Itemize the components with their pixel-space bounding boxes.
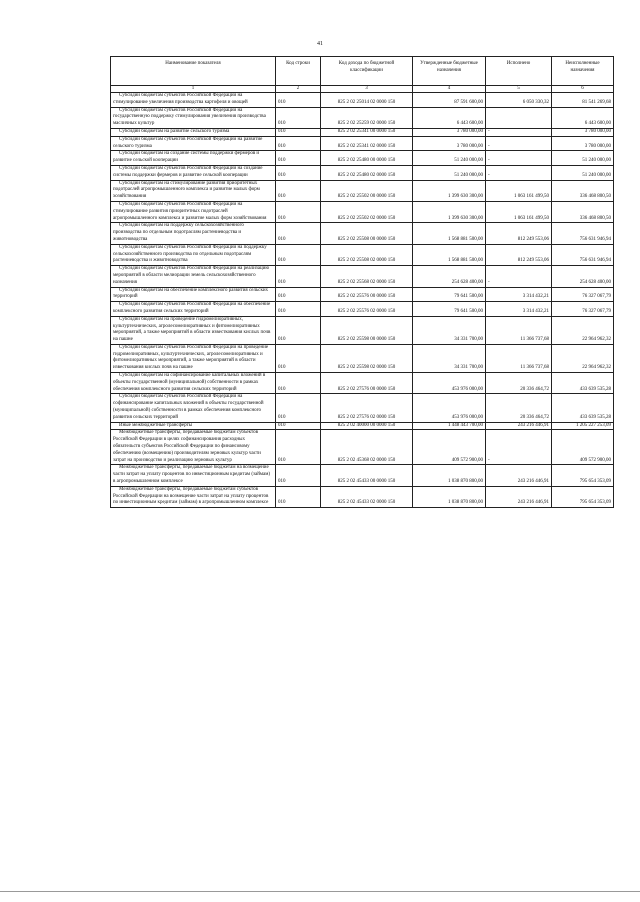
row-name: Межбюджетные трансферты, передаваемые бюджетам субъектов Российской Федерации на возмещение части затрат на уплату процентов по инвестиционным кредитам (займам) в агропромышленном комплексе <box>111 486 276 507</box>
column-number: 3 <box>321 86 413 93</box>
row-line-code: 010 <box>276 287 321 302</box>
row-income-code: 825 2 02 25014 02 0000 150 <box>321 93 413 108</box>
row-name: Межбюджетные трансферты, передаваемые бюджетам субъектов Российской Федерации в целях софинансирования расходных обязательств субъектов Российской Федерации по финансовому обеспечению (возмещению) производителям зерновых культур части затрат на производство и реализацию зерновых культур <box>111 430 276 465</box>
row-unexecuted: 336 468 800,50 <box>552 201 614 222</box>
table-row <box>111 287 614 302</box>
row-income-code: 825 2 02 25576 02 0000 150 <box>321 302 413 317</box>
table-row <box>111 93 614 108</box>
row-executed: - <box>486 165 552 180</box>
budget-execution-table <box>110 56 614 508</box>
row-line-code: 010 <box>276 244 321 265</box>
row-income-code: 825 2 02 27576 02 0000 150 <box>321 394 413 422</box>
row-unexecuted: 336 468 800,50 <box>552 180 614 201</box>
row-approved: 34 331 700,00 <box>413 316 486 344</box>
row-name: Иные межбюджетные трансферты <box>111 422 276 430</box>
table-row <box>111 151 614 166</box>
row-income-code: 825 2 02 25259 02 0000 150 <box>321 107 413 128</box>
column-number-row <box>111 86 614 93</box>
table-row <box>111 302 614 317</box>
row-unexecuted: 76 327 067,79 <box>552 302 614 317</box>
row-approved: 1 399 630 300,00 <box>413 201 486 222</box>
row-approved: 453 976 000,00 <box>413 373 486 394</box>
row-name: Субсидии бюджетам субъектов Российской Федерации на реализацию мероприятий в области мелиорации земель сельскохозяйственного назначения <box>111 266 276 287</box>
header-income-code: Код дохода по бюджетной классификации <box>321 57 413 86</box>
row-unexecuted: 409 572 900,00 <box>552 430 614 465</box>
row-executed <box>486 107 552 128</box>
row-line-code: 010 <box>276 180 321 201</box>
table-row <box>111 422 614 430</box>
row-income-code: 825 2 02 45433 00 0000 150 <box>321 465 413 486</box>
table-row <box>111 465 614 486</box>
column-number: 2 <box>276 86 321 93</box>
row-executed: 3 314 432,21 <box>486 302 552 317</box>
row-unexecuted: 22 964 962,32 <box>552 344 614 372</box>
row-executed: 11 366 737,68 <box>486 316 552 344</box>
row-unexecuted: 433 639 535,28 <box>552 373 614 394</box>
row-approved: 1 568 881 500,00 <box>413 223 486 244</box>
row-income-code: 825 2 02 40000 00 0000 150 <box>321 422 413 430</box>
row-name: Субсидии бюджетам субъектов Российской Федерации на проведение гидромелиоративных, культуртехнических, агролесомелиоративных и фитомелиоративных мероприятий, а также мероприятий в области известкования кислых почв на пашне <box>111 344 276 372</box>
table-row <box>111 430 614 465</box>
row-line-code: 010 <box>276 223 321 244</box>
row-approved: 34 331 700,00 <box>413 344 486 372</box>
row-name: Субсидии бюджетам субъектов Российской Федерации на государственную поддержку стимулирования увеличения производства масличных культур <box>111 107 276 128</box>
row-executed: 1 063 161 499,50 <box>486 201 552 222</box>
row-approved: 51 240 000,00 <box>413 165 486 180</box>
row-line-code: 010 <box>276 373 321 394</box>
table-row <box>111 394 614 422</box>
row-name: Субсидии бюджетам субъектов Российской Федерации на развитие сельского туризма <box>111 136 276 151</box>
row-income-code: 825 2 02 25568 02 0000 150 <box>321 266 413 287</box>
row-approved: 1 399 630 300,00 <box>413 180 486 201</box>
row-unexecuted: 795 654 353,09 <box>552 486 614 507</box>
row-executed: 11 366 737,68 <box>486 344 552 372</box>
table-row <box>111 223 614 244</box>
row-executed: 243 216 446,91 <box>486 465 552 486</box>
row-name: Субсидии бюджетам субъектов Российской Федерации на стимулирование увеличения производства картофеля и овощей <box>111 93 276 108</box>
row-executed: 6 050 330,32 <box>486 93 552 108</box>
row-line-code: 010 <box>276 107 321 128</box>
row-name: Субсидии бюджетам на софинансирование капитальных вложений в объекты государственной (муниципальной) собственности в рамках обеспечения комплексного развития сельских территорий <box>111 373 276 394</box>
page-bottom-rule <box>0 891 640 892</box>
row-name: Субсидии бюджетам субъектов Российской Федерации на создание системы поддержки фермеров и развитие сельской кооперации <box>111 165 276 180</box>
row-unexecuted: 3 780 000,00 <box>552 128 614 136</box>
column-number: 4 <box>413 86 486 93</box>
table-row <box>111 373 614 394</box>
page-number: 41 <box>317 41 323 47</box>
table-row <box>111 136 614 151</box>
row-line-code: 010 <box>276 344 321 372</box>
header-line-code: Код строки <box>276 57 321 86</box>
row-line-code: 010 <box>276 465 321 486</box>
row-executed: - <box>486 151 552 166</box>
row-executed: 1 063 161 499,50 <box>486 180 552 201</box>
row-income-code: 825 2 02 25508 02 0000 150 <box>321 244 413 265</box>
table-row <box>111 344 614 372</box>
row-approved: 1 448 443 700,00 <box>413 422 486 430</box>
row-line-code: 010 <box>276 430 321 465</box>
row-line-code: 010 <box>276 316 321 344</box>
row-approved: 79 641 500,00 <box>413 302 486 317</box>
row-income-code: 825 2 02 45368 02 0000 150 <box>321 430 413 465</box>
row-unexecuted: 51 240 000,00 <box>552 151 614 166</box>
row-unexecuted: 22 964 962,32 <box>552 316 614 344</box>
row-unexecuted: 3 780 000,00 <box>552 136 614 151</box>
row-income-code: 825 2 02 25502 02 0000 150 <box>321 201 413 222</box>
row-name: Субсидии бюджетам субъектов Российской Федерации на софинансирование капитальных вложений в объекты государственной (муниципальной) собственности в рамках обеспечения комплексного развития сельских территорий <box>111 394 276 422</box>
table-row <box>111 128 614 136</box>
row-executed: - <box>486 430 552 465</box>
row-income-code: 825 2 02 25502 00 0000 150 <box>321 180 413 201</box>
row-income-code: 825 2 02 27576 00 0000 150 <box>321 373 413 394</box>
table-row <box>111 316 614 344</box>
row-executed: 3 314 432,21 <box>486 287 552 302</box>
row-name: Межбюджетные трансферты, передаваемые бюджетам на возмещение части затрат на уплату процентов по инвестиционным кредитам (займам) в агропромышленном комплексе <box>111 465 276 486</box>
row-income-code: 825 2 02 25341 02 0000 150 <box>321 136 413 151</box>
row-approved: 87 591 600,00 <box>413 93 486 108</box>
row-name: Субсидии бюджетам на поддержку сельскохозяйственного производства по отдельным подотраслям растениеводства и животноводства <box>111 223 276 244</box>
row-line-code: 010 <box>276 151 321 166</box>
row-name: Субсидии бюджетам субъектов Российской Федерации на стимулирование развития приоритетных подотраслей агропромышленного комплекса и развитие малых форм хозяйствования <box>111 201 276 222</box>
column-number: 1 <box>111 86 276 93</box>
row-line-code: 010 <box>276 128 321 136</box>
column-number: 6 <box>552 86 614 93</box>
table-row <box>111 201 614 222</box>
row-income-code: 825 2 02 25480 02 0000 150 <box>321 165 413 180</box>
row-executed: 243 216 446,91 <box>486 486 552 507</box>
row-unexecuted: 756 631 946,94 <box>552 223 614 244</box>
header-name: Наименование показателя <box>111 57 276 86</box>
column-number: 5 <box>486 86 552 93</box>
row-unexecuted: 756 631 946,94 <box>552 244 614 265</box>
row-executed: - <box>486 266 552 287</box>
row-income-code: 825 2 02 25576 00 0000 150 <box>321 287 413 302</box>
row-executed: 812 249 553,06 <box>486 244 552 265</box>
row-approved: 1 038 870 800,00 <box>413 465 486 486</box>
table-row <box>111 266 614 287</box>
row-executed: 812 249 553,06 <box>486 223 552 244</box>
row-executed: - <box>486 136 552 151</box>
table-row <box>111 244 614 265</box>
row-income-code: 825 2 02 25598 00 0000 150 <box>321 316 413 344</box>
row-name: Субсидии бюджетам на развитие сельского туризма <box>111 128 276 136</box>
row-name: Субсидии бюджетам на стимулирование развития приоритетных подотраслей агропромышленного комплекса и развитие малых форм хозяйствования <box>111 180 276 201</box>
row-name: Субсидии бюджетам субъектов Российской Федерации на обеспечение комплексного развития сельских территорий <box>111 302 276 317</box>
row-approved: 453 976 000,00 <box>413 394 486 422</box>
row-line-code: 010 <box>276 394 321 422</box>
header-row <box>111 57 614 86</box>
row-approved: 6 443 600,00 <box>413 107 486 128</box>
row-name: Субсидии бюджетам на проведение гидромелиоративных, культуртехнических, агролесомелиоративных и фитомелиоративных мероприятий, а также мероприятий в области известкования кислых почв на пашне <box>111 316 276 344</box>
row-unexecuted: 433 639 535,28 <box>552 394 614 422</box>
row-name: Субсидии бюджетам на создание системы поддержки фермеров и развитие сельской кооперации <box>111 151 276 166</box>
row-income-code: 825 2 02 45433 02 0000 150 <box>321 486 413 507</box>
row-approved: 3 780 000,00 <box>413 128 486 136</box>
header-approved: Утвержденные бюджетные назначения <box>413 57 486 86</box>
table-row <box>111 165 614 180</box>
row-unexecuted: 795 654 353,09 <box>552 465 614 486</box>
table-row <box>111 180 614 201</box>
table-body <box>111 93 614 508</box>
row-income-code: 825 2 02 25341 00 0000 150 <box>321 128 413 136</box>
row-executed: 20 336 464,72 <box>486 394 552 422</box>
row-line-code: 010 <box>276 486 321 507</box>
row-income-code: 825 2 02 25598 02 0000 150 <box>321 344 413 372</box>
row-unexecuted: 76 327 067,79 <box>552 287 614 302</box>
row-executed: - <box>486 128 552 136</box>
row-name: Субсидии бюджетам субъектов Российской Федерации на поддержку сельскохозяйственного производства по отдельным подотраслям растениеводства и животноводства <box>111 244 276 265</box>
row-approved: 3 780 000,00 <box>413 136 486 151</box>
row-income-code: 825 2 02 25508 00 0000 150 <box>321 223 413 244</box>
row-unexecuted: 1 205 227 253,09 <box>552 422 614 430</box>
row-line-code: 010 <box>276 201 321 222</box>
row-approved: 51 240 000,00 <box>413 151 486 166</box>
row-approved: 254 628 400,00 <box>413 266 486 287</box>
row-approved: 1 038 870 800,00 <box>413 486 486 507</box>
row-executed: 243 216 446,91 <box>486 422 552 430</box>
row-unexecuted: 6 443 600,00 <box>552 107 614 128</box>
header-unexecuted: Неисполненные назначения <box>552 57 614 86</box>
row-line-code: 010 <box>276 136 321 151</box>
row-line-code: 010 <box>276 422 321 430</box>
table-row <box>111 486 614 507</box>
row-approved: 409 572 900,00 <box>413 430 486 465</box>
table-row <box>111 107 614 128</box>
row-line-code: 010 <box>276 93 321 108</box>
row-unexecuted: 254 628 400,00 <box>552 266 614 287</box>
row-executed: 20 336 464,72 <box>486 373 552 394</box>
row-line-code: 010 <box>276 302 321 317</box>
row-unexecuted: 51 240 000,00 <box>552 165 614 180</box>
row-approved: 1 568 881 500,00 <box>413 244 486 265</box>
row-name: Субсидии бюджетам на обеспечение комплексного развития сельских территорий <box>111 287 276 302</box>
header-executed: Исполнено <box>486 57 552 86</box>
row-unexecuted: 81 541 269,68 <box>552 93 614 108</box>
row-line-code: 010 <box>276 266 321 287</box>
row-line-code: 010 <box>276 165 321 180</box>
row-approved: 79 641 500,00 <box>413 287 486 302</box>
row-income-code: 825 2 02 25480 00 0000 150 <box>321 151 413 166</box>
